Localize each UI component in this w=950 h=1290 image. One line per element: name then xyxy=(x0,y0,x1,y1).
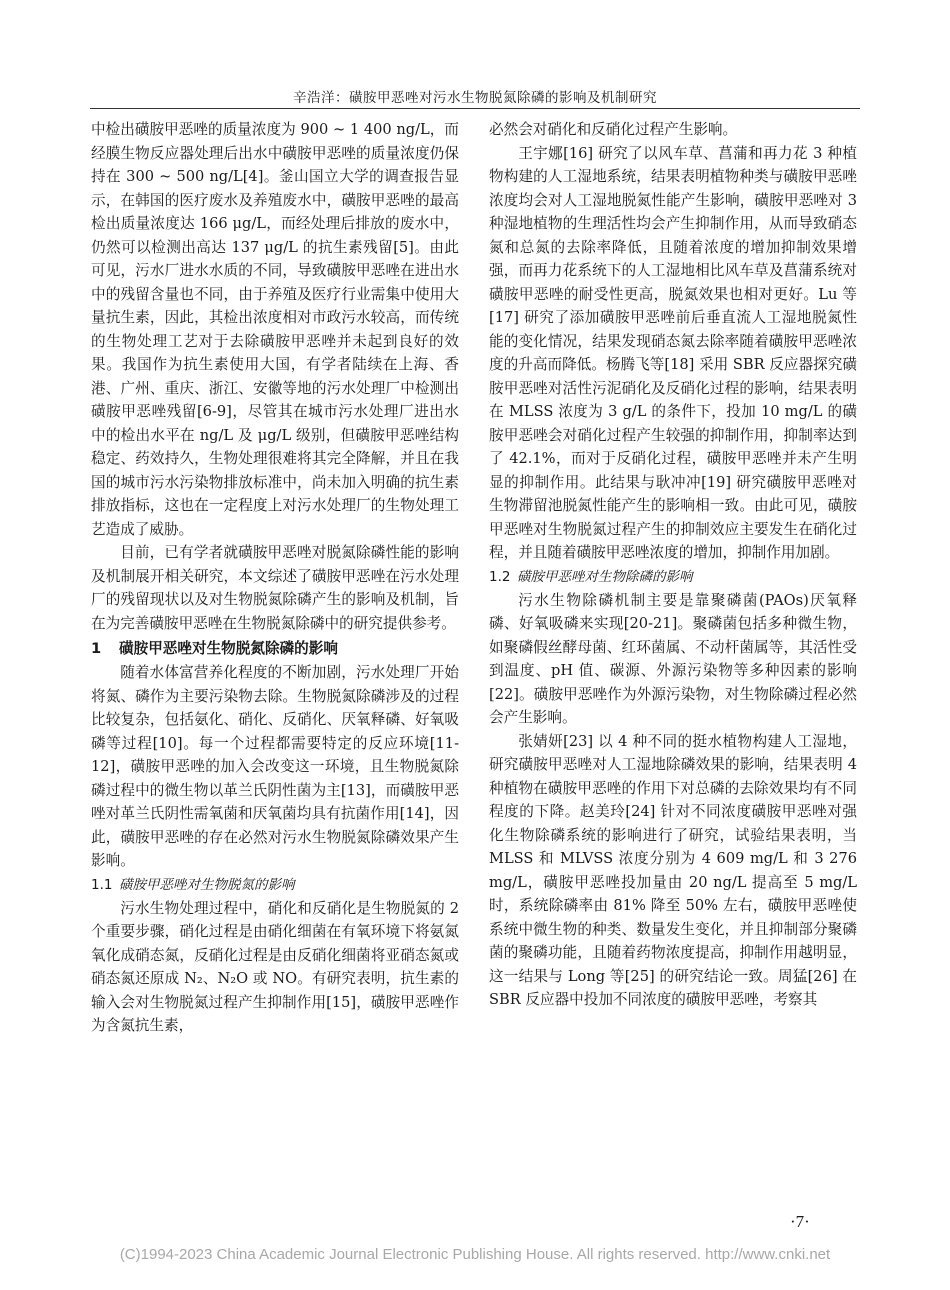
left-column xyxy=(91,118,459,1038)
section-1-number: 1 xyxy=(91,640,102,657)
right-column xyxy=(489,118,857,1012)
section-1-2-heading xyxy=(489,565,857,589)
left-paragraph-3: 随着水体富营养化程度的不断加剧，污水处理厂开始将氮、磷作为主要污染物去除。生物脱氮除磷涉及的过程比较复杂，包括氨化、硝化、反硝化、厌氧释磷、好氧吸磷等过程[10]。每一个过程都需要特定的反应环境[11-12]，磺胺甲恶唑的加入会改变这一环境，且生物脱氮除磷过程中的微生物以革兰氏阴性菌为主[13]，而磺胺甲恶唑对革兰氏阴性需氧菌和厌氧菌均具有抗菌作用[14]，因此，磺胺甲恶唑的存在必然对污水生物脱氮除磷效果产生影响。 xyxy=(91,664,459,869)
section-1-2-number: 1.2 xyxy=(489,568,511,585)
section-1-1-heading xyxy=(91,873,459,897)
section-1-1-title: 磺胺甲恶唑对生物脱氮的影响 xyxy=(119,876,295,893)
left-paragraph-1: 中检出磺胺甲恶唑的质量浓度为 900 ~ 1 400 ng/L，而经膜生物反应器处理后出水中磺胺甲恶唑的质量浓度仍保持在 300 ~ 500 ng/L[4]。釜山国立大学的调查报告显示，在韩国的医疗废水及养殖废水中，磺胺甲恶唑的最高检出质量浓度达 166 μg/L，而经处理后排放的废水中，仍然可以检测出高达 137 μg/L 的抗生素残留[5]。由此可见，污水厂进水水质的不同，导致磺胺甲恶唑在进出水中的残留含量也不同，由于养殖及医疗行业需集中使用大量抗生素，因此，其检出浓度相对市政污水较高，而传统的生物处理工艺对于去除磺胺甲恶唑并未起到良好的效果。我国作为抗生素使用大国，有学者陆续在上海、香港、广州、重庆、浙江、安徽等地的污水处理厂中检测出磺胺甲恶唑残留[6-9]，尽管其在城市污水处理厂进出水中的检出水平在 ng/L 及 μg/L 级别，但磺胺甲恶唑结构稳定、药效持久，生物处理很难将其完全降解，并且在我国的城市污水污染物排放标准中，尚未加入明确的抗生素排放指标，这也在一定程度上对污水处理厂的生物处理工艺造成了威胁。 xyxy=(91,121,459,538)
right-paragraph-4: 张婧妍[23] 以 4 种不同的挺水植物构建人工湿地，研究磺胺甲恶唑对人工湿地除磷效果的影响，结果表明 4 种植物在磺胺甲恶唑的作用下对总磷的去除效果均有不同程度的下降。赵美玲[24] 针对不同浓度磺胺甲恶唑对强化生物除磷系统的影响进行了研究，试验结果表明，当 MLSS 和 MLVSS 浓度分别为 4 609 mg/L 和 3 276 mg/L，磺胺甲恶唑投加量由 20 ng/L 提高至 5 mg/L 时，系统除磷率由 81% 降至 50% 左右，磺胺甲恶唑使系统中微生物的种类、数量发生变化，并且抑制部分聚磷菌的聚磷功能，且随着药物浓度提高，抑制作用越明显，这一结果与 Long 等[25] 的研究结论一致。周猛[26] 在 SBR 反应器中投加不同浓度的磺胺甲恶唑，考察其 xyxy=(489,732,857,1008)
page-number: ·7· xyxy=(790,1212,810,1231)
section-1-1-number: 1.1 xyxy=(91,876,113,893)
left-paragraph-4: 污水生物处理过程中，硝化和反硝化是生物脱氮的 2 个重要步骤，硝化过程是由硝化细菌在有氧环境下将氨氮氧化成硝态氮，反硝化过程是由反硝化细菌将亚硝态氮或硝态氮还原成 N₂、N₂O 或 NO。有研究表明，抗生素的输入会对生物脱氮过程产生抑制作用[15]，磺胺甲恶唑作为含氮抗生素， xyxy=(91,899,459,1034)
header-rule xyxy=(90,108,860,109)
right-paragraph-3: 污水生物除磷机制主要是靠聚磷菌(PAOs)厌氧释磷、好氧吸磷来实现[20-21]。聚磷菌包括多种微生物，如聚磷假丝酵母菌、红环菌属、不动杆菌属等，其活性受到温度、pH 值、碳源、外源污染物等多种因素的影响[22]。磺胺甲恶唑作为外源污染物，对生物除磷过程必然会产生影响。 xyxy=(489,591,857,726)
right-paragraph-1: 必然会对硝化和反硝化过程产生影响。 xyxy=(489,121,738,138)
right-paragraph-2: 王宇娜[16] 研究了以风车草、菖蒲和再力花 3 种植物构建的人工湿地系统，结果表明植物种类与磺胺甲恶唑浓度均会对人工湿地脱氮性能产生影响，磺胺甲恶唑对 3 种湿地植物的生理活性均会产生抑制作用，从而导致硝态氮和总氮的去除率降低，且随着浓度的增加抑制效果增强，而再力花系统下的人工湿地相比风车草及菖蒲系统对磺胺甲恶唑的耐受性更高，脱氮效果也相对更好。Lu 等[17] 研究了添加磺胺甲恶唑前后垂直流人工湿地脱氮性能的变化情况，结果发现硝态氮去除率随着磺胺甲恶唑浓度的升高而降低。杨腾飞等[18] 采用 SBR 反应器探究磺胺甲恶唑对活性污泥硝化及反硝化过程的影响，结果表明在 MLSS 浓度为 3 g/L 的条件下，投加 10 mg/L 的磺胺甲恶唑会对硝化过程产生较强的抑制作用，抑制率达到了 42.1%，而对于反硝化过程，磺胺甲恶唑并未产生明显的抑制作用。此结果与耿冲冲[19] 研究磺胺甲恶唑对生物滞留池脱氮性能产生的影响相一致。由此可见，磺胺甲恶唑对生物脱氮过程产生的抑制效应主要发生在硝化过程，并且随着磺胺甲恶唑浓度的增加，抑制作用加剧。 xyxy=(489,144,857,561)
section-1-heading xyxy=(91,637,459,661)
section-1-title: 磺胺甲恶唑对生物脱氮除磷的影响 xyxy=(119,640,338,657)
left-paragraph-2: 目前，已有学者就磺胺甲恶唑对脱氮除磷性能的影响及机制展开相关研究，本文综述了磺胺甲恶唑在污水处理厂的残留现状以及对生物脱氮除磷产生的影响及机制，旨在为完善磺胺甲恶唑在生物脱氮除磷中的研究提供参考。 xyxy=(91,544,459,632)
copyright-footer: (C)1994-2023 China Academic Journal Electronic Publishing House. All rights reserved. http://www.cnki.net xyxy=(119,1246,831,1263)
running-header: 辛浩洋：磺胺甲恶唑对污水生物脱氮除磷的影响及机制研究 xyxy=(293,90,657,106)
section-1-2-title: 磺胺甲恶唑对生物除磷的影响 xyxy=(517,568,693,585)
